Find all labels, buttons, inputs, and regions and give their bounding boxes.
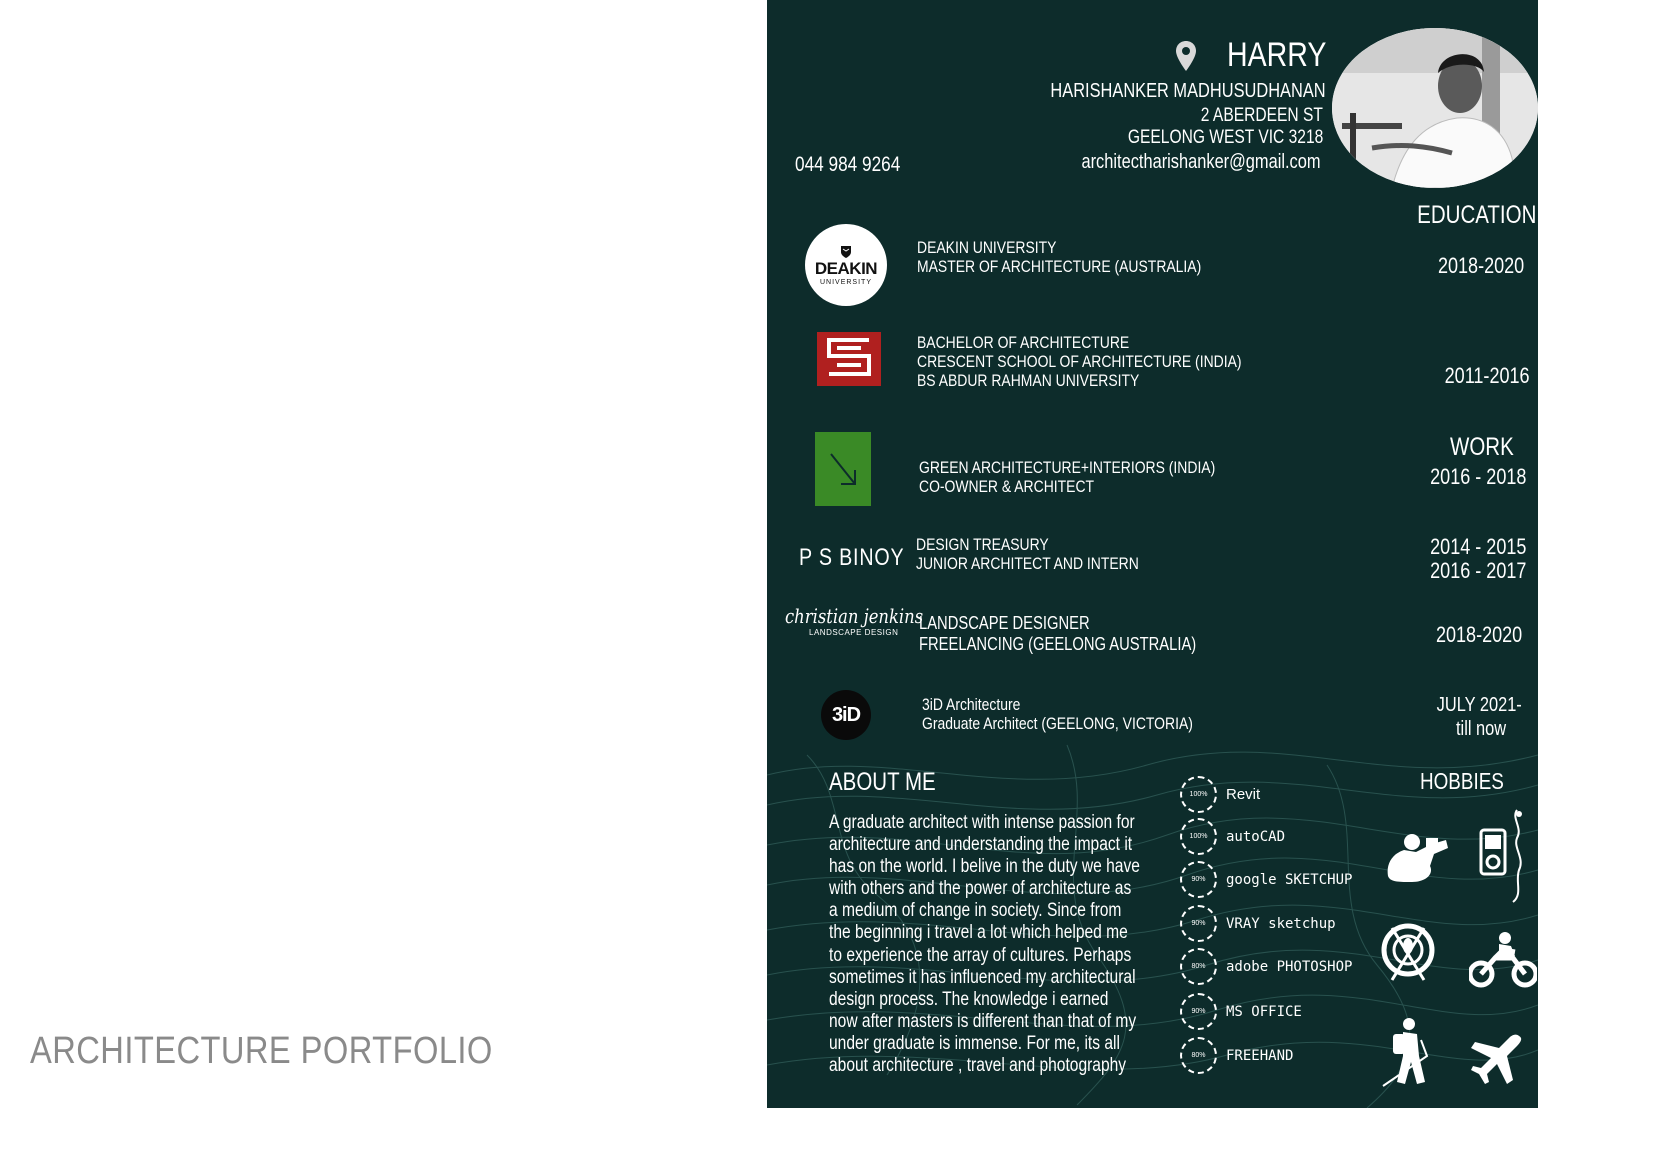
- profile-photo: [1332, 28, 1538, 188]
- skill-item: [1180, 905, 1336, 942]
- work-entry-line: Graduate Architect (GEELONG, VICTORIA): [922, 714, 1193, 733]
- work-heading: WORK: [1450, 433, 1514, 461]
- christian-jenkins-logo: [785, 604, 924, 652]
- location-pin-icon: [1174, 40, 1198, 72]
- full-name: HARISHANKER MADHUSUDHANAN: [1050, 80, 1326, 102]
- portfolio-title: ARCHITECTURE PORTFOLIO: [30, 1030, 493, 1072]
- skill-level-ring: 80%: [1180, 948, 1217, 985]
- education-entry-line: BS ABDUR RAHMAN UNIVERSITY: [917, 371, 1140, 390]
- skill-name: MS OFFICE: [1226, 1003, 1302, 1020]
- skill-item: [1180, 776, 1260, 813]
- work-entry-line: JUNIOR ARCHITECT AND INTERN: [916, 554, 1139, 573]
- skill-item: [1180, 948, 1352, 985]
- skill-level-ring: 90%: [1180, 861, 1217, 898]
- education-years: 2018-2020: [1437, 253, 1524, 278]
- motorbike-icon: [1469, 928, 1537, 988]
- skill-name: adobe PHOTOSHOP: [1226, 958, 1353, 975]
- music-player-icon: [1473, 808, 1529, 904]
- skill-level-ring: 100%: [1180, 818, 1217, 855]
- phone-number[interactable]: 044 984 9264: [795, 153, 901, 176]
- skill-name: VRAY sketchup: [1226, 915, 1336, 932]
- education-entry-line: DEAKIN UNIVERSITY: [917, 238, 1057, 257]
- about-heading: ABOUT ME: [829, 768, 936, 796]
- skill-level-ring: 90%: [1180, 993, 1217, 1030]
- 3id-architecture-logo: [821, 690, 871, 740]
- work-years: JULY 2021-: [1436, 694, 1522, 716]
- 3id-logo-text: 3iD: [831, 703, 861, 726]
- skill-item: [1180, 993, 1302, 1030]
- skill-name: google SKETCHUP: [1226, 871, 1353, 888]
- education-entry-line: CRESCENT SCHOOL OF ARCHITECTURE (INDIA): [917, 352, 1242, 371]
- skill-item: [1180, 861, 1352, 898]
- skill-item: [1180, 818, 1285, 855]
- work-years: 2016 - 2018: [1429, 464, 1526, 489]
- resume-panel: [767, 0, 1538, 1108]
- education-entry-line: BACHELOR OF ARCHITECTURE: [917, 333, 1130, 352]
- skill-level-ring: 90%: [1180, 905, 1217, 942]
- work-years: till now: [1455, 718, 1506, 740]
- skill-item: [1180, 1037, 1293, 1074]
- work-years: 2018-2020: [1435, 622, 1522, 647]
- deakin-logo-sub: UNIVERSITY: [819, 278, 872, 286]
- arrow-down-right-icon: [815, 432, 871, 506]
- name-header: [1174, 36, 1326, 75]
- crescent-school-logo: [817, 332, 881, 386]
- work-entry-line: GREEN ARCHITECTURE+INTERIORS (INDIA): [919, 458, 1216, 477]
- work-entry-line: CO-OWNER & ARCHITECT: [919, 477, 1095, 496]
- email-address[interactable]: architectharishanker@gmail.com: [1081, 151, 1321, 173]
- address-line-1: 2 ABERDEEN ST: [1200, 105, 1323, 126]
- hiking-icon: [1381, 1016, 1433, 1088]
- work-entry-line: FREELANCING (GEELONG AUSTRALIA): [919, 634, 1197, 654]
- nickname: HARRY: [1226, 36, 1326, 74]
- work-years: 2016 - 2017: [1429, 558, 1526, 583]
- education-years: 2011-2016: [1445, 363, 1530, 388]
- shield-icon: [839, 245, 853, 259]
- work-years: 2014 - 2015: [1429, 534, 1526, 559]
- work-entry-line: LANDSCAPE DESIGNER: [919, 613, 1090, 633]
- education-entry-line: MASTER OF ARCHITECTURE (AUSTRALIA): [917, 257, 1202, 276]
- education-heading: EDUCATION: [1416, 201, 1536, 229]
- work-entry-line: DESIGN TREASURY: [916, 535, 1049, 554]
- skill-level-ring: 100%: [1180, 776, 1217, 813]
- skill-level-ring: 80%: [1180, 1037, 1217, 1074]
- photography-icon: [1382, 826, 1452, 886]
- hobbies-heading: HOBBIES: [1420, 768, 1504, 794]
- skill-name: Revit: [1226, 786, 1261, 803]
- address-line-2: GEELONG WEST VIC 3218: [1127, 127, 1323, 148]
- green-architecture-logo: [815, 432, 871, 506]
- food-icon: [1380, 920, 1436, 986]
- skill-name: FREEHAND: [1226, 1047, 1294, 1064]
- about-body: A graduate architect with intense passion for architecture and understanding the impact it has on the world. I belive in the duty we have with others and the power of architecture as a medium of change in society. Since from the beginning i travel a lot which helped me to experience the array of cultures. Perhaps sometimes it has influenced my architectural design process. The knowledge i earned now after masters is different than that of my under graduate is immense. For me, its all about architecture , travel and photography: [829, 812, 1140, 1077]
- ps-binoy-logo: P S BINOY: [799, 544, 905, 571]
- christian-jenkins-logo-text: christian jenkins: [785, 604, 924, 628]
- deakin-university-logo: [805, 224, 887, 306]
- airplane-icon: [1469, 1032, 1525, 1088]
- work-entry-line: 3iD Architecture: [922, 695, 1021, 714]
- christian-jenkins-logo-sub: LANDSCAPE DESIGN: [809, 628, 899, 637]
- deakin-logo-word: DEAKIN: [814, 258, 878, 278]
- skill-name: autoCAD: [1226, 828, 1286, 845]
